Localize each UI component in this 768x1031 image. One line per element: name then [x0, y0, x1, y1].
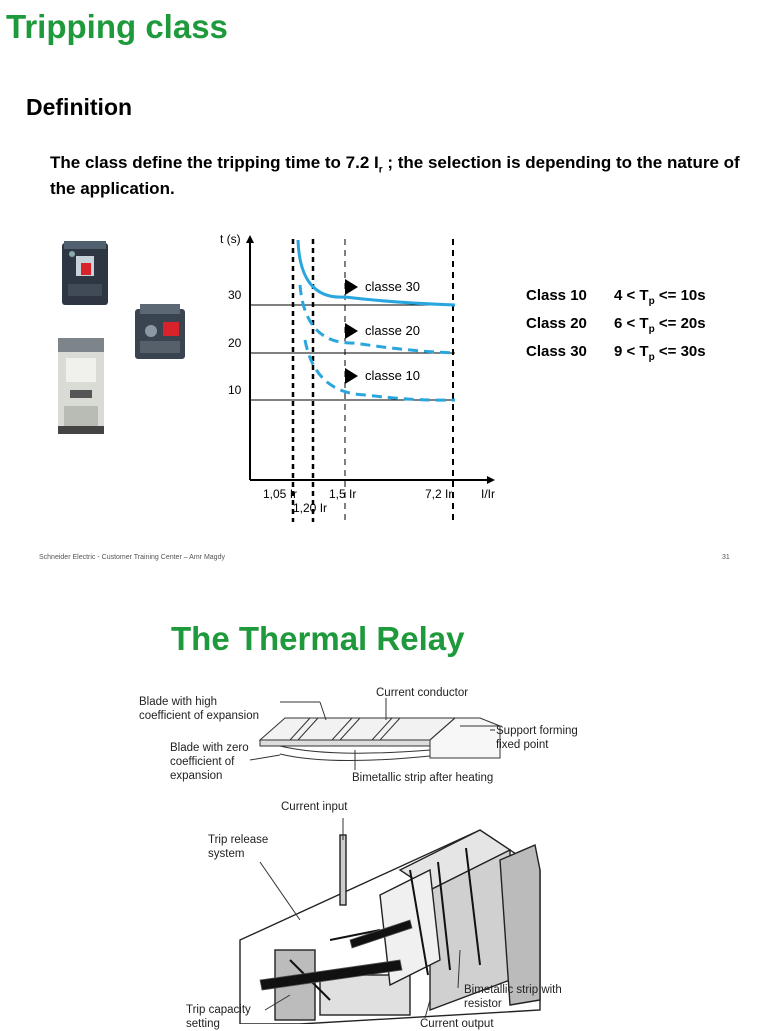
definition-text	[50, 153, 740, 198]
label-current-output: Current output	[420, 1018, 494, 1030]
label-current-conductor: Current conductor	[376, 687, 469, 699]
y-axis-label: t (s)	[220, 232, 241, 246]
series-pointer	[345, 368, 358, 384]
x-axis-arrow	[487, 476, 495, 484]
motor-starter-image	[58, 338, 104, 434]
series-label: classe 20	[365, 323, 420, 338]
x-axis-label: I/Ir	[481, 487, 495, 501]
class-subscript: p	[648, 324, 655, 335]
class-range: <= 10s	[654, 287, 706, 304]
tripping-chart	[205, 225, 510, 530]
y-axis-arrow	[246, 235, 254, 243]
series-label: classe 30	[365, 279, 420, 294]
label-current-input: Current input	[281, 801, 348, 813]
y-tick-label: 20	[228, 336, 242, 350]
y-tick-label: 10	[228, 383, 242, 397]
page-number: 31	[722, 554, 730, 561]
x-tick-label: 1,05 Ir	[263, 487, 298, 501]
slide-title-thermal-relay: The Thermal Relay	[171, 620, 465, 657]
class-range: <= 30s	[654, 343, 706, 360]
class-row	[526, 315, 706, 335]
definition-heading: Definition	[26, 94, 133, 120]
x-tick-label: 1,20 Ir	[293, 501, 328, 515]
class-name: Class 10	[526, 287, 587, 304]
class-name: Class 20	[526, 315, 587, 332]
product-photos	[50, 236, 210, 441]
definition-text-part: ; the selection is depending to the nature of the application.	[50, 153, 740, 199]
label-trip-capacity-setting: Trip capacity setting	[186, 1004, 251, 1030]
class-subscript: p	[648, 352, 655, 363]
thermal-relay-image	[135, 304, 185, 359]
class-row	[526, 343, 706, 363]
label-trip-release-system: Trip release system	[208, 834, 269, 860]
series-label: classe 10	[365, 368, 420, 383]
footer-credit: Schneider Electric - Customer Training Center – Amr Magdy	[39, 554, 225, 561]
y-tick-label: 30	[228, 288, 242, 302]
class-range: 4 < T	[614, 287, 649, 304]
label-bimetal-after-heating: Bimetallic strip after heating	[352, 772, 494, 784]
label-support-fixed-point: Support forming fixed point	[496, 725, 578, 751]
class-range: <= 20s	[654, 315, 706, 332]
motor-circuit-breaker-image	[62, 241, 108, 305]
slide-title: Tripping class	[6, 8, 228, 45]
series-pointer	[345, 323, 358, 339]
label-blade-zero-expansion: Blade with zero coefficient of expansion	[170, 742, 249, 782]
label-bimetal-with-resistor: Bimetallic strip with resistor	[464, 984, 562, 1010]
class-range: 9 < T	[614, 343, 649, 360]
definition-text-part: The class define the tripping time to 7.2 I	[50, 153, 379, 172]
series-pointer	[345, 279, 358, 295]
class-subscript: p	[648, 296, 655, 307]
definition-subscript: r	[378, 164, 383, 176]
curve-classe-30	[298, 240, 455, 305]
x-tick-label: 7,2 Ir	[425, 487, 453, 501]
x-tick-label: 1,5 Ir	[329, 487, 357, 501]
class-name: Class 30	[526, 343, 587, 360]
label-blade-high-expansion: Blade with high coefficient of expansion	[139, 696, 259, 722]
class-row	[526, 287, 706, 307]
class-range: 6 < T	[614, 315, 649, 332]
